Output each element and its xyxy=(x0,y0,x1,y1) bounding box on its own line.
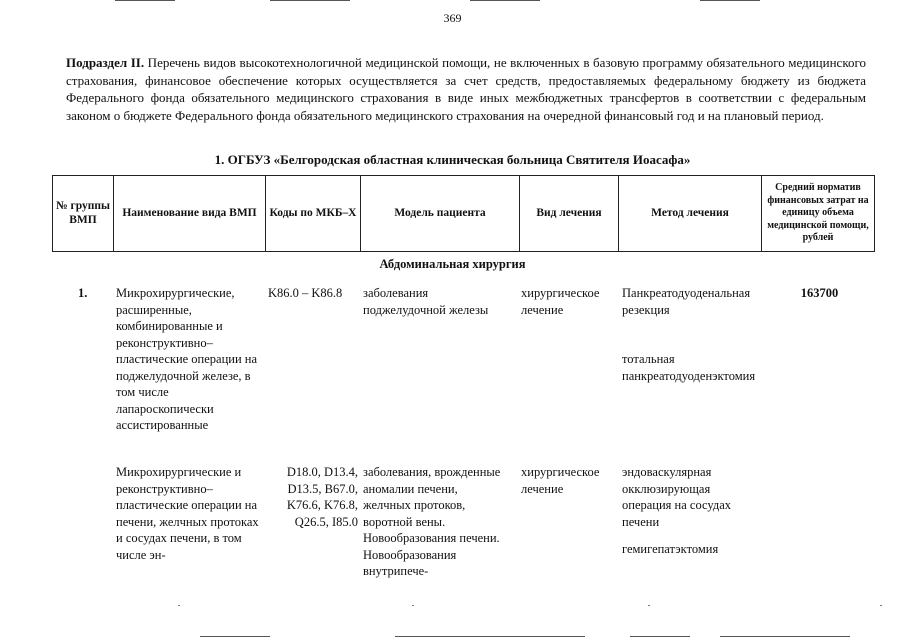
table-header-row xyxy=(53,176,875,252)
row2-vmp-name: Микрохирургические и реконструктивно–пластические операции на печени, желчных протоках и сосудах печени, в том числе эн- xyxy=(116,465,259,562)
row1-method-1: Панкреатодуоденальная резекция xyxy=(622,286,751,317)
row1-treatment-type: хирургическое лечение xyxy=(521,286,600,317)
scan-artifact-top xyxy=(115,0,175,1)
row1-cost: 163700 xyxy=(800,286,839,300)
scan-speck xyxy=(178,605,180,606)
section-title: 1. ОГБУЗ «Белгородская областная клиническая больница Святителя Иоасафа» xyxy=(214,152,691,167)
intro-text: Перечень видов высокотехнологичной медицинской помощи, не включенных в базовую программу обязательного медицинского страхования, финансовое обеспечение которых осуществляется за счет средств, предоставляемых федеральному бюджету из бюджета Федерального фонда обязательного медицинского страхования в виде иных межбюджетных трансфертов в соответствии с федеральным законом о бюджете Федерального фонда обязательного медицинского страхования на очередной финансовый год и на плановый период. xyxy=(66,55,866,123)
header-average-cost: Средний норматив финансовых затрат на единицу объема медицинской помощи, рублей xyxy=(762,176,875,252)
scan-speck xyxy=(412,605,414,606)
row2-method-2: гемигепатэктомия xyxy=(622,542,719,556)
scan-artifact-bottom xyxy=(630,636,690,637)
scan-artifact-top xyxy=(470,0,540,1)
row1-patient-model: заболевания поджелудочной железы xyxy=(363,286,489,317)
scan-artifact-top xyxy=(270,0,350,1)
scan-artifact-bottom xyxy=(395,636,585,637)
row1-group: 1. xyxy=(78,286,88,300)
header-group: № группы ВМП xyxy=(53,176,114,252)
scan-artifact-bottom xyxy=(720,636,850,637)
scan-artifact-bottom xyxy=(200,636,270,637)
row1-vmp-name: Микрохирургические, расширенные, комбинированные и реконструктивно–пластические операции на поджелудочной железе, в том числе лапароскопически ассистированные xyxy=(116,286,258,432)
row2-treatment-type: хирургическое лечение xyxy=(521,465,600,496)
row1-method-2: тотальная панкреатодуоденэктомия xyxy=(622,352,756,383)
header-icd-codes: Коды по МКБ–X xyxy=(266,176,361,252)
header-treatment-type: Вид лечения xyxy=(520,176,619,252)
table-subheading: Абдоминальная хирургия xyxy=(379,257,526,271)
intro-subsection-label: Подраздел II. xyxy=(66,55,145,70)
scan-speck xyxy=(880,605,882,606)
row2-icd-codes: D18.0, D13.4, D13.5, B67.0, K76.6, K76.8, Q26.5, I85.0 xyxy=(286,465,358,529)
row1-icd-codes: K86.0 – K86.8 xyxy=(268,286,343,300)
header-vmp-name: Наименование вида ВМП xyxy=(114,176,266,252)
row2-method-1: эндоваскулярная окклюзирующая операция на сосудах печени xyxy=(622,465,732,529)
page-number: 369 xyxy=(443,11,462,25)
vmp-table xyxy=(52,175,875,252)
header-patient-model: Модель пациента xyxy=(361,176,520,252)
scan-artifact-top xyxy=(700,0,760,1)
row2-patient-model: заболевания, врожденные аномалии печени, желчных протоков, воротной вены. Новообразования печени. Новообразования внутрипече- xyxy=(363,465,501,578)
scan-speck xyxy=(648,605,650,606)
intro-paragraph xyxy=(66,54,866,124)
header-treatment-method: Метод лечения xyxy=(619,176,762,252)
